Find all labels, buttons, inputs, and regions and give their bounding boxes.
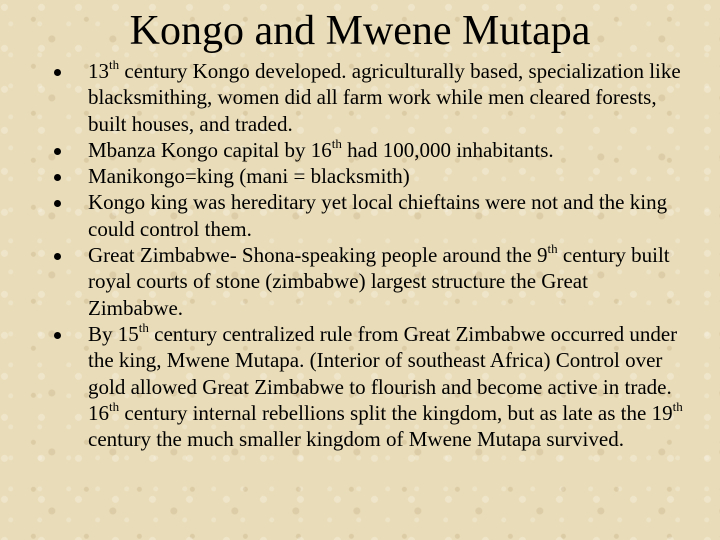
bullet-list	[54, 58, 684, 452]
bullet-item	[54, 242, 684, 321]
bullet-text: century centralized rule from Great Zimbabwe occurred under the king, Mwene Mutapa. (Interior of southeast Africa) Control over gold allowed Great Zimbabwe to flourish and become active in trade. 16	[88, 321, 678, 425]
superscript-text: th	[672, 398, 683, 414]
superscript-text: th	[138, 319, 149, 335]
bullet-item	[54, 189, 684, 242]
bullet-text: century Kongo developed. agriculturally based, specialization like blacksmithing, women did all farm work while men cleared forests, built houses, and traded.	[88, 59, 681, 136]
bullet-text: 13	[88, 59, 109, 83]
superscript-text: th	[109, 57, 120, 72]
bullet-text: Mbanza Kongo capital by 16	[88, 137, 332, 162]
bullet-dot-icon	[54, 148, 61, 155]
bullet-dot-icon	[54, 332, 61, 339]
bullet-item	[54, 321, 684, 452]
bullet-text: By 15	[88, 321, 139, 346]
bullet-text: century built royal courts of stone (zimbabwe) largest structure the Great Zimbabwe.	[88, 243, 670, 320]
bullet-dot-icon	[54, 200, 61, 207]
bullet-text: century the much smaller kingdom of Mwene Mutapa survived.	[88, 427, 624, 452]
bullet-text: Kongo king was hereditary yet local chieftains were not and the king could control them.	[88, 190, 668, 241]
superscript-text: th	[109, 398, 120, 414]
bullet-text: century internal rebellions split the kingdom, but as late as the 19	[119, 400, 673, 425]
bullet-item	[54, 137, 684, 163]
bullet-item	[54, 163, 684, 189]
bullet-text: Manikongo=king (mani = blacksmith)	[88, 164, 410, 189]
bullet-dot-icon	[54, 174, 61, 181]
slide-title: Kongo and Mwene Mutapa	[129, 8, 591, 54]
bullet-item	[54, 58, 684, 137]
bullet-text: had 100,000 inhabitants.	[341, 137, 554, 162]
bullet-text: Great Zimbabwe- Shona-speaking people around the 9	[88, 243, 548, 268]
bullet-dot-icon	[54, 253, 61, 260]
superscript-text: th	[547, 241, 558, 257]
superscript-text: th	[331, 135, 342, 151]
bullet-dot-icon	[54, 69, 61, 76]
